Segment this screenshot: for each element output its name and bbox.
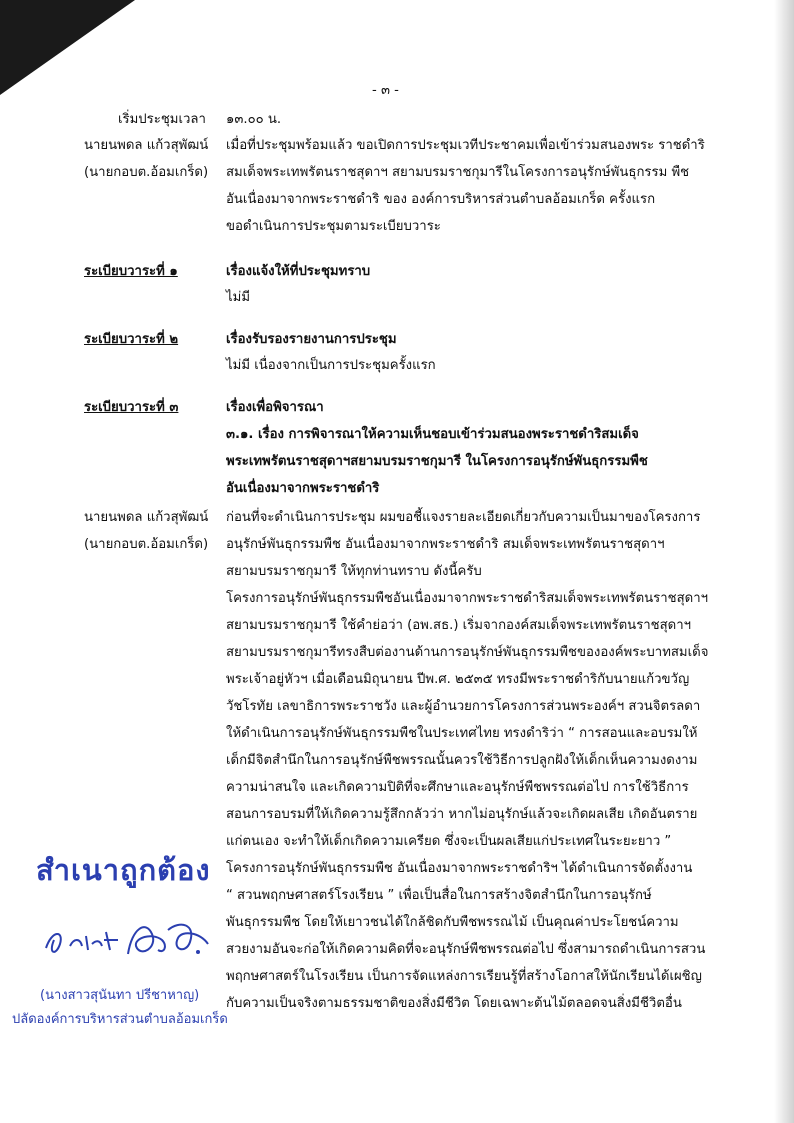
certifier-position: ปลัดองค์การบริหารส่วนตำบลอ้อมเกร็ด [12,1012,228,1027]
explanation-line: สวยงามอันจะก่อให้เกิดความคิดที่จะอนุรักษ์พืชพรรณต่อไป ซึ่งสามารถดำเนินการสวน [226,942,706,957]
speech-line: ขอดำเนินการประชุมตามระเบียบวาระ [226,219,441,234]
explanation-line: “ สวนพฤกษศาสตร์โรงเรียน ” เพื่อเป็นสื่อในการสร้างจิตสำนึกในการอนุรักษ์ [226,888,652,903]
explanation-line: พันธุกรรมพืช โดยให้เยาวชนได้ใกล้ชิดกับพืชพรรณไม้ เป็นคุณค่าประโยชน์ความ [226,915,679,930]
speaker-name: นายนพดล แก้วสุพัฒน์ [84,138,209,153]
speaker-title: (นายกอบต.อ้อมเกร็ด) [84,165,209,180]
folded-corner-shadow [0,0,140,110]
certified-copy-stamp: สำเนาถูกต้อง [36,853,211,887]
agenda-1-label: ระเบียบวาระที่ ๑ [84,264,178,279]
explanation-line: โครงการอนุรักษ์พันธุกรรมพืช อันเนื่องมาจากพระราชดำริฯ ได้ดำเนินการจัดตั้งงาน [226,861,693,876]
explanation-line: กับความเป็นจริงตามธรรมชาติของสิ่งมีชีวิต โดยเฉพาะต้นไม้ตลอดจนสิ่งมีชีวิตอื่น [226,996,682,1011]
speech-line: สมเด็จพระเทพรัตนราชสุดาฯ สยามบรมราชกุมารีในโครงการอนุรักษ์พันธุกรรม พืช [226,165,690,180]
agenda-1-title: เรื่องแจ้งให้ที่ประชุมทราบ [226,264,371,279]
explanation-line: โครงการอนุรักษ์พันธุกรรมพืชอันเนื่องมาจากพระราชดำริสมเด็จพระเทพรัตนราชสุดาฯ [226,591,709,606]
explanation-line: สยามบรมราชกุมารีทรงสืบต่องานด้านการอนุรักษ์พันธุกรรมพืชขององค์พระบาทสมเด็จ [226,645,709,660]
agenda-3-subtitle: ๓.๑. เรื่อง การพิจารณาให้ความเห็นชอบเข้าร่วมสนองพระราชดำริสมเด็จ [226,427,639,442]
explanation-line: ความน่าสนใจ และเกิดความปิติที่จะศึกษาและอนุรักษ์พืชพรรณต่อไป การใช้วิธีการ [226,780,689,795]
speaker-name: นายนพดล แก้วสุพัฒน์ [84,510,209,525]
agenda-3-subtitle: อันเนื่องมาจากพระราชดำริ [226,481,380,496]
explanation-line: แก่ตนเอง จะทำให้เด็กเกิดความเครียด ซึ่งจะเป็นผลเสียแก่ประเทศในระยะยาว ” [226,834,672,849]
explanation-line: วัชโรทัย เลขาธิการพระราชวัง และผู้อำนวยการโครงการส่วนพระองค์ฯ สวนจิตรลดา [226,699,701,714]
explanation-line: พฤกษศาสตร์ในโรงเรียน เป็นการจัดแหล่งการเรียนรู้ที่สร้างโอกาสให้นักเรียนได้เผชิญ [226,969,702,984]
agenda-1-body: ไม่มี [226,290,251,305]
explanation-line: ให้ดำเนินการอนุรักษ์พันธุกรรมพืชในประเทศไทย ทรงดำริว่า “ การสอนและอบรมให้ [226,726,698,741]
explanation-line: สยามบรมราชกุมารี ให้ทุกท่านทราบ ดังนี้ครับ [226,564,482,579]
speech-line: เมื่อที่ประชุมพร้อมแล้ว ขอเปิดการประชุมเวทีประชาคมเพื่อเข้าร่วมสนองพระ ราชดำริ [226,138,705,153]
page-number: - ๓ - [372,83,399,98]
agenda-3-label: ระเบียบวาระที่ ๓ [84,400,179,415]
speaker-title: (นายกอบต.อ้อมเกร็ด) [84,537,209,552]
explanation-line: ก่อนที่จะดำเนินการประชุม ผมขอชี้แจงรายละเอียดเกี่ยวกับความเป็นมาของโครงการ [226,510,701,525]
agenda-3-title: เรื่องเพื่อพิจารณา [226,400,324,415]
explanation-line: สยามบรมราชกุมารี ใช้คำย่อว่า (อพ.สธ.) เริ่มจากองค์สมเด็จพระเทพรัตนราชสุดาฯ [226,618,692,633]
agenda-2-title: เรื่องรับรองรายงานการประชุม [226,332,397,347]
agenda-2-body: ไม่มี เนื่องจากเป็นการประชุมครั้งแรก [226,358,436,373]
explanation-line: เด็กมีจิตสำนึกในการอนุรักษ์พืชพรรณนั้นควรใช้วิธีการปลูกฝังให้เด็กเห็นความงดงาม [226,753,698,768]
scan-edge-shadow [774,0,794,1123]
signature-image [40,910,220,970]
opening-label: เริ่มประชุมเวลา [118,112,206,127]
explanation-line: สอนการอบรมที่ให้เกิดความรู้สึกกลัวว่า หากไม่อนุรักษ์แล้วจะเกิดผลเสีย เกิดอันตราย [226,807,698,822]
explanation-line: อนุรักษ์พันธุกรรมพืช อันเนื่องมาจากพระราชดำริ สมเด็จพระเทพรัตนราชสุดาฯ [226,537,665,552]
speech-line: อันเนื่องมาจากพระราชดำริ ของ องค์การบริหารส่วนตำบลอ้อมเกร็ด ครั้งแรก [226,192,656,207]
opening-time: ๑๓.๐๐ น. [226,112,282,127]
agenda-2-label: ระเบียบวาระที่ ๒ [84,332,179,347]
certifier-name: (นางสาวสุนันทา ปรีชาหาญ) [40,988,200,1003]
explanation-line: พระเจ้าอยู่หัวฯ เมื่อเดือนมิถุนายน ปีพ.ศ. ๒๕๓๕ ทรงมีพระราชดำริกับนายแก้วขวัญ [226,672,690,687]
agenda-3-subtitle: พระเทพรัตนราชสุดาฯสยามบรมราชกุมารี ในโครงการอนุรักษ์พันธุกรรมพืช [226,454,648,469]
